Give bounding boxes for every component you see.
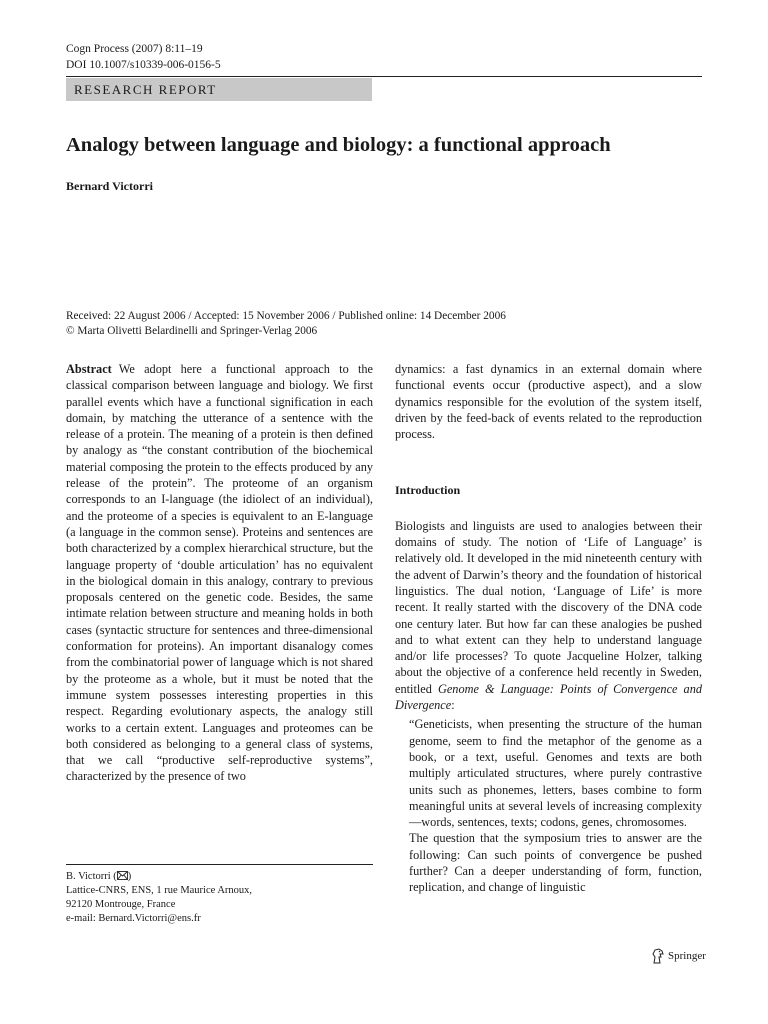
- citation: Cogn Process (2007) 8:11–19: [66, 43, 203, 55]
- abstract: [66, 361, 373, 785]
- footnote-affiliation: Lattice-CNRS, ENS, 1 rue Maurice Arnoux,: [66, 885, 253, 896]
- intro-colon: :: [451, 698, 455, 713]
- publication-dates: [66, 309, 706, 339]
- author-name: Bernard Victorri: [66, 179, 153, 193]
- footnote-author-name: B. Victorri (: [66, 871, 117, 882]
- footnote-rule: [66, 864, 373, 865]
- right-column: [395, 361, 702, 896]
- block-quote: “Geneticists, when presenting the structure of the human genome, seem to find the metaphor of the genome as a book, or a text, useful. Genomes and texts are both multiply articulated structures, where purely contrastive units such as phonemes, letters, bases combine to form meaningful units at several levels of increasing complexity—words, sentences, texts; codons, genes, chromosomes.: [409, 717, 702, 830]
- left-column: [66, 361, 373, 785]
- intro-text: Biologists and linguists are used to analogies between their domains of study. The notion of ‘Life of Language’ is relatively old. It developed in the mid nineteenth century with the advent of Darwin’s theory and the foundation of historical linguistics. The dual notion, ‘Language of Life’ is more recent. It really started with the discovery of the DNA code one century later. But how far can these analogies be pushed and to what extent can they help to understand language and/or life processes? To quote Jacqueline Holzer, talking about the objective of a conference held recently in Sweden, entitled: [395, 518, 702, 696]
- journal-header: [66, 41, 221, 73]
- footnote-email[interactable]: e-mail: Bernard.Victorri@ens.fr: [66, 913, 201, 924]
- dates-line: Received: 22 August 2006 / Accepted: 15 November 2006 / Published online: 14 December 2006: [66, 310, 506, 322]
- author-footnote: [66, 870, 373, 926]
- section-heading-introduction: Introduction: [395, 483, 461, 498]
- footnote-paren: ): [127, 871, 132, 882]
- publisher-name: Springer: [668, 950, 706, 962]
- footnote-city: 92120 Montrouge, France: [66, 899, 176, 910]
- header-rule: [66, 76, 702, 77]
- intro-paragraph: [395, 518, 702, 714]
- envelope-icon[interactable]: [117, 871, 128, 882]
- abstract-label: Abstract: [66, 362, 112, 376]
- section-label: RESEARCH REPORT: [66, 78, 372, 101]
- abstract-text: We adopt here a functional approach to the classical comparison between language and biology. We first parallel events which have a functional signification in each domain, by matching the utterance of a sentence with the release of a protein. The meaning of a protein is then defined by analogy as “the constant contribution of the biochemical material composing the protein to the effects produced by any release of the protein”. The proteome of an organism corresponds to an I-language (the idiolect of an individual), and the proteome of a species is equivalent to an E-language (a language in the common sense). Proteins and sentences are both characterized by a complex hierarchical structure, but the language property of ‘double articulation’ has no equivalent in the biological domain in this analogy, contrary to previous proposals centered on the genetic code. Besides, the same intimate relation between structure and meaning holds in both cases (syntactic structure for sentences and three-dimensional conformation for proteins). An important disanalogy comes from the combinatorial power of language which is not shared by the proteome as a whole, but it must be noted that the immune system possesses interesting properties in this respect. Regarding evolutionary aspects, the analogy still works to a certain extent. Languages and proteomes can be both considered as belonging to a general class of systems, that we call “productive self-reproductive systems”, characterized by the presence of two: [66, 362, 373, 784]
- abstract-continuation: dynamics: a fast dynamics in an external domain where functional events occur (productive aspect), and a slow dynamics responsible for the evolution of the system itself, driven by the feed-back of events related to the reproduction process.: [395, 362, 702, 442]
- quote-continuation: The question that the symposium tries to answer are the following: Can such points of convergence be pushed further? Can a deeper understanding of form, function, replication, and change of linguistic: [409, 831, 702, 895]
- publisher-logo: [651, 948, 706, 964]
- conference-title: Genome & Language: Points of Convergence and Divergence: [395, 681, 702, 713]
- springer-horse-icon: [651, 948, 665, 964]
- footnote-author: [66, 870, 373, 884]
- doi[interactable]: DOI 10.1007/s10339-006-0156-5: [66, 59, 221, 71]
- copyright-line: © Marta Olivetti Belardinelli and Springer-Verlag 2006: [66, 325, 318, 337]
- article-title: Analogy between language and biology: a functional approach: [66, 134, 611, 156]
